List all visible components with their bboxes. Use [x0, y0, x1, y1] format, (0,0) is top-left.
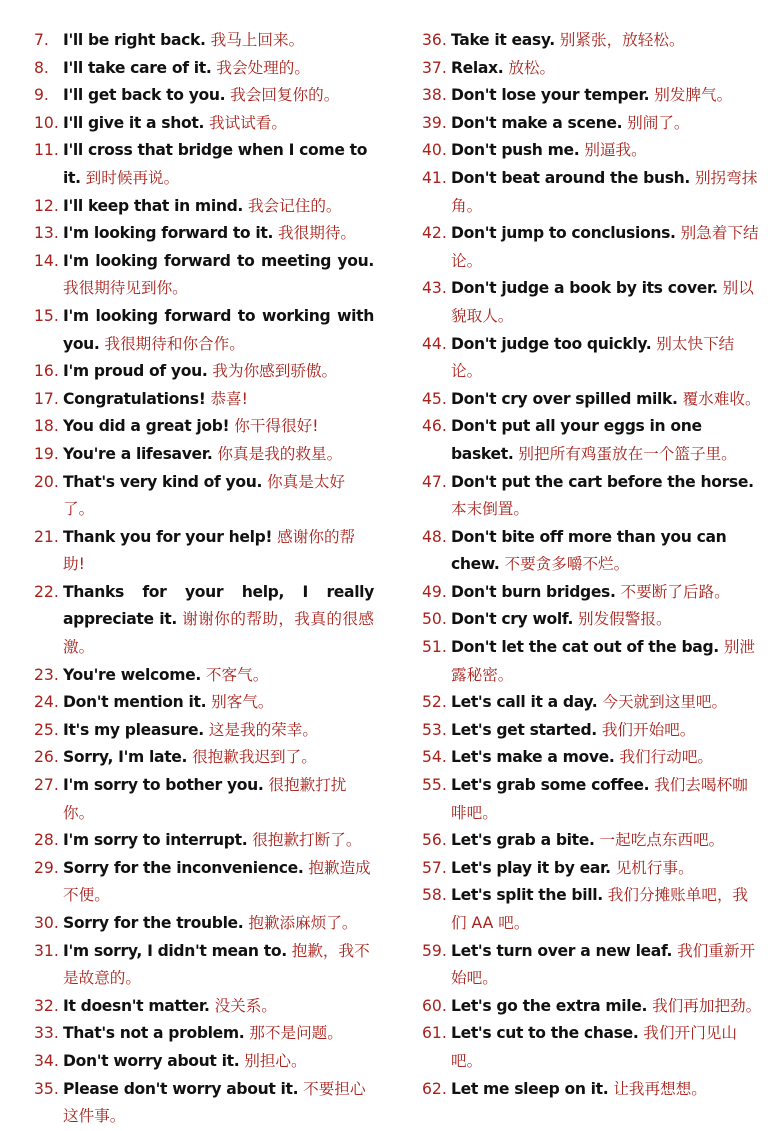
phrase-text — [63, 303, 374, 358]
phrase-item — [34, 82, 374, 110]
phrase-number: 22. — [34, 582, 59, 601]
english-phrase: Don't put all your eggs in one basket. — [451, 417, 702, 463]
english-phrase: I'm looking forward to working with you. — [63, 306, 374, 353]
right-column — [422, 27, 762, 1103]
phrase-number: 60. — [422, 996, 447, 1015]
phrase-item — [422, 137, 762, 165]
phrase-text — [451, 938, 762, 993]
phrase-item — [422, 1020, 762, 1075]
chinese-translation: 别急着下结论。 — [451, 224, 759, 270]
phrase-number: 8. — [34, 58, 49, 77]
phrase-item — [422, 744, 762, 772]
phrase-text — [451, 579, 762, 607]
phrase-text — [451, 137, 762, 165]
phrase-text — [63, 386, 374, 414]
chinese-translation: 别发假警报。 — [577, 610, 672, 629]
phrase-number: 18. — [34, 417, 59, 436]
chinese-translation: 我会处理的。 — [216, 58, 310, 77]
phrase-number: 46. — [422, 417, 447, 436]
phrase-text — [63, 248, 374, 303]
phrase-text — [451, 82, 762, 110]
phrase-text — [63, 689, 374, 717]
phrase-item — [34, 248, 374, 303]
phrase-item — [34, 855, 374, 910]
phrase-item — [422, 1076, 762, 1104]
english-phrase: I'm sorry to bother you. — [63, 776, 264, 795]
phrase-number: 26. — [34, 748, 59, 767]
phrase-item — [422, 717, 762, 745]
chinese-translation: 我们开门见山吧。 — [451, 1024, 737, 1070]
english-phrase: Congratulations! — [63, 389, 206, 408]
phrase-number: 62. — [422, 1079, 447, 1098]
phrase-text — [451, 1020, 762, 1075]
phrase-item — [422, 469, 762, 524]
english-phrase: Don't judge a book by its cover. — [451, 279, 718, 298]
phrase-text — [451, 827, 762, 855]
phrase-text — [451, 524, 762, 579]
phrase-item — [422, 938, 762, 993]
phrase-text — [63, 469, 374, 524]
chinese-translation: 没关系。 — [214, 996, 277, 1015]
phrase-item — [34, 524, 374, 579]
english-phrase: I'm looking forward to it. — [63, 224, 274, 243]
phrase-number: 53. — [422, 720, 447, 739]
phrase-item — [422, 220, 762, 275]
chinese-translation: 很抱歉我迟到了。 — [192, 748, 317, 767]
chinese-translation: 不客气。 — [205, 665, 269, 684]
phrase-item — [422, 413, 762, 468]
phrase-number: 41. — [422, 168, 447, 187]
english-phrase: Don't let the cat out of the bag. — [451, 638, 719, 657]
english-phrase: Don't worry about it. — [63, 1051, 240, 1070]
phrase-number: 35. — [34, 1079, 59, 1098]
phrase-number: 54. — [422, 748, 447, 767]
phrase-text — [63, 524, 374, 579]
phrase-text — [63, 82, 374, 110]
phrase-number: 44. — [422, 334, 447, 353]
phrase-number: 43. — [422, 279, 447, 298]
phrase-text — [63, 938, 374, 993]
phrase-item — [34, 993, 374, 1021]
english-phrase: Let's play it by ear. — [451, 858, 611, 877]
phrase-number: 33. — [34, 1024, 59, 1043]
chinese-translation: 很抱歉打扰你。 — [63, 776, 347, 822]
phrase-item — [34, 386, 374, 414]
chinese-translation: 别发脾气。 — [654, 86, 733, 105]
chinese-translation: 恭喜! — [210, 389, 248, 408]
chinese-translation: 我们重新开始吧。 — [451, 941, 756, 988]
phrase-number: 42. — [422, 224, 447, 243]
english-phrase: Thank you for your help! — [63, 527, 273, 546]
phrase-number: 34. — [34, 1051, 59, 1070]
phrase-item — [422, 165, 762, 220]
chinese-translation: 别担心。 — [244, 1051, 307, 1070]
phrase-text — [63, 441, 374, 469]
english-phrase: Relax. — [451, 58, 504, 77]
english-phrase: I'm proud of you. — [63, 362, 208, 381]
phrase-text — [63, 717, 374, 745]
english-phrase: It's my pleasure. — [63, 720, 204, 739]
english-phrase: I'll keep that in mind. — [63, 196, 243, 215]
phrase-number: 13. — [34, 224, 59, 243]
chinese-translation: 见机行事。 — [615, 858, 694, 877]
chinese-translation: 我马上回来。 — [210, 31, 305, 49]
english-phrase: Don't lose your temper. — [451, 86, 650, 105]
phrase-item — [422, 386, 762, 414]
phrase-text — [451, 855, 762, 883]
phrase-number: 48. — [422, 527, 447, 546]
english-phrase: Thanks for your help, I really appreciate it. — [63, 582, 374, 629]
phrase-item — [422, 993, 762, 1021]
phrase-item — [34, 413, 374, 441]
phrase-item — [422, 55, 762, 83]
phrase-text — [451, 220, 762, 275]
chinese-translation: 不要贪多嚼不烂。 — [504, 555, 630, 574]
phrase-number: 47. — [422, 472, 447, 491]
phrase-item — [34, 579, 374, 662]
chinese-translation: 别泄露秘密。 — [451, 638, 756, 684]
english-phrase: Let me sleep on it. — [451, 1079, 609, 1098]
phrase-item — [34, 1076, 374, 1131]
phrase-text — [63, 193, 374, 221]
chinese-translation: 别客气。 — [211, 693, 274, 712]
english-phrase: Let's go the extra mile. — [451, 996, 648, 1015]
phrase-item — [422, 634, 762, 689]
english-phrase: Let's call it a day. — [451, 693, 598, 712]
phrase-item — [34, 193, 374, 221]
english-phrase: Sorry, I'm late. — [63, 748, 188, 767]
phrase-item — [34, 220, 374, 248]
phrase-text — [451, 1076, 762, 1104]
english-phrase: Don't cry wolf. — [451, 610, 574, 629]
english-phrase: Don't bite off more than you can chew. — [451, 527, 727, 574]
phrase-text — [451, 689, 762, 717]
chinese-translation: 一起吃点东西吧。 — [599, 831, 725, 850]
phrase-item — [422, 827, 762, 855]
english-phrase: Let's grab some coffee. — [451, 776, 650, 795]
phrase-item — [34, 303, 374, 358]
phrase-item — [422, 275, 762, 330]
phrase-text — [451, 275, 762, 330]
english-phrase: I'll get back to you. — [63, 86, 226, 105]
phrase-number: 40. — [422, 141, 447, 160]
phrase-number: 36. — [422, 31, 447, 49]
chinese-translation: 覆水难收。 — [682, 389, 761, 408]
phrase-item — [422, 27, 762, 55]
english-phrase: Take it easy. — [451, 31, 555, 49]
phrase-text — [451, 55, 762, 83]
phrase-number: 30. — [34, 914, 59, 932]
phrase-number: 59. — [422, 941, 447, 960]
chinese-translation: 别逼我。 — [584, 141, 647, 160]
chinese-translation: 别太快下结论。 — [451, 334, 735, 381]
english-phrase: It doesn't matter. — [63, 996, 210, 1015]
phrase-item — [34, 827, 374, 855]
chinese-translation: 感谢你的帮助! — [63, 527, 356, 574]
phrase-number: 10. — [34, 113, 59, 132]
phrase-item — [34, 717, 374, 745]
phrase-item — [34, 772, 374, 827]
phrase-text — [451, 469, 762, 524]
phrase-text — [63, 413, 374, 441]
phrase-number: 14. — [34, 251, 59, 270]
phrase-text — [451, 165, 762, 220]
phrase-text — [451, 772, 762, 827]
english-phrase: Don't judge too quickly. — [451, 334, 652, 353]
phrase-text — [451, 634, 762, 689]
english-phrase: Don't put the cart before the horse. — [451, 472, 754, 491]
phrase-text — [63, 744, 374, 772]
english-phrase: You did a great job! — [63, 417, 230, 436]
chinese-translation: 这是我的荣幸。 — [208, 720, 318, 739]
chinese-translation: 本末倒置。 — [451, 500, 529, 519]
phrase-text — [63, 137, 374, 192]
english-phrase: You're welcome. — [63, 665, 201, 684]
phrase-number: 56. — [422, 831, 447, 850]
english-phrase: I'll be right back. — [63, 31, 206, 49]
phrase-item — [34, 1020, 374, 1048]
phrase-number: 32. — [34, 996, 59, 1015]
phrase-item — [422, 882, 762, 937]
phrase-text — [63, 220, 374, 248]
chinese-translation: 我很期待和你合作。 — [104, 334, 245, 353]
phrase-text — [63, 910, 374, 938]
phrase-text — [63, 55, 374, 83]
phrase-text — [451, 331, 762, 386]
phrase-item — [34, 55, 374, 83]
phrase-item — [34, 938, 374, 993]
chinese-translation: 我很期待。 — [278, 224, 357, 243]
chinese-translation: 别把所有鸡蛋放在一个篮子里。 — [518, 444, 737, 463]
phrase-text — [63, 27, 374, 55]
phrase-text — [451, 717, 762, 745]
phrase-number: 57. — [422, 858, 447, 877]
phrase-text — [63, 1076, 374, 1131]
phrase-item — [34, 137, 374, 192]
english-phrase: I'll cross that bridge when I come to it. — [63, 141, 368, 187]
phrase-number: 61. — [422, 1024, 447, 1043]
chinese-translation: 我们再加把劲。 — [652, 996, 762, 1015]
chinese-translation: 谢谢你的帮助，我真的很感激。 — [63, 610, 374, 657]
phrase-item — [34, 744, 374, 772]
phrase-number: 27. — [34, 776, 59, 795]
chinese-translation: 别闹了。 — [627, 113, 690, 132]
phrase-item — [422, 524, 762, 579]
chinese-translation: 抱歉造成不便。 — [63, 858, 371, 905]
phrase-text — [451, 110, 762, 138]
phrase-text — [63, 993, 374, 1021]
english-phrase: You're a lifesaver. — [63, 444, 213, 463]
phrase-number: 39. — [422, 113, 447, 132]
phrase-number: 25. — [34, 720, 59, 739]
phrase-item — [422, 855, 762, 883]
chinese-translation: 别拐弯抹角。 — [451, 168, 758, 215]
phrase-text — [451, 744, 762, 772]
chinese-translation: 我们去喝杯咖啡吧。 — [451, 776, 748, 822]
phrase-item — [422, 579, 762, 607]
english-phrase: Let's split the bill. — [451, 886, 603, 905]
phrase-number: 20. — [34, 472, 59, 491]
chinese-translation: 你真是我的救星。 — [217, 444, 343, 463]
phrase-number: 31. — [34, 941, 59, 960]
phrase-number: 51. — [422, 638, 447, 657]
phrase-number: 55. — [422, 776, 447, 795]
phrase-text — [451, 386, 762, 414]
phrase-number: 37. — [422, 58, 447, 77]
english-phrase: Let's get started. — [451, 720, 597, 739]
chinese-translation: 别以貌取人。 — [451, 279, 754, 325]
chinese-translation: 我们分摊账单吧，我们 AA 吧。 — [451, 886, 749, 932]
english-phrase: That's not a problem. — [63, 1024, 245, 1043]
english-phrase: Don't mention it. — [63, 693, 207, 712]
chinese-translation: 到时候再说。 — [85, 168, 180, 187]
english-phrase: Don't cry over spilled milk. — [451, 389, 678, 408]
phrase-item — [422, 82, 762, 110]
phrase-number: 12. — [34, 196, 59, 215]
phrase-text — [63, 662, 374, 690]
chinese-translation: 我们行动吧。 — [619, 748, 714, 767]
phrase-item — [422, 689, 762, 717]
phrase-text — [63, 358, 374, 386]
phrase-text — [451, 413, 762, 468]
phrase-text — [63, 579, 374, 662]
phrase-text — [63, 1020, 374, 1048]
phrase-text — [63, 1048, 374, 1076]
english-phrase: Sorry for the trouble. — [63, 914, 244, 932]
phrase-text — [63, 827, 374, 855]
chinese-translation: 我试试看。 — [209, 113, 287, 132]
english-phrase: I'll take care of it. — [63, 58, 212, 77]
phrase-item — [34, 110, 374, 138]
english-phrase: Let's make a move. — [451, 748, 615, 767]
phrase-item — [34, 689, 374, 717]
english-phrase: Don't beat around the bush. — [451, 168, 690, 187]
phrase-text — [451, 27, 762, 55]
phrase-number: 45. — [422, 389, 447, 408]
phrase-text — [63, 855, 374, 910]
phrase-text — [451, 606, 762, 634]
english-phrase: Please don't worry about it. — [63, 1079, 299, 1098]
phrase-text — [451, 993, 762, 1021]
left-column — [34, 27, 374, 1131]
chinese-translation: 抱歉，我不是故意的。 — [63, 941, 370, 988]
english-phrase: Let's cut to the chase. — [451, 1024, 639, 1043]
chinese-translation: 放松。 — [508, 58, 556, 77]
english-phrase: Don't push me. — [451, 141, 580, 160]
phrase-text — [451, 882, 762, 937]
phrase-number: 15. — [34, 306, 59, 325]
chinese-translation: 今天就到这里吧。 — [602, 693, 728, 712]
chinese-translation: 我为你感到骄傲。 — [212, 362, 338, 381]
phrase-number: 50. — [422, 610, 447, 629]
phrase-number: 28. — [34, 831, 59, 850]
phrase-number: 16. — [34, 362, 59, 381]
chinese-translation: 我会回复你的。 — [230, 86, 340, 105]
english-phrase: Sorry for the inconvenience. — [63, 858, 304, 877]
phrase-number: 7. — [34, 31, 49, 49]
phrase-text — [63, 772, 374, 827]
phrase-item — [34, 469, 374, 524]
phrase-number: 52. — [422, 693, 447, 712]
phrase-number: 24. — [34, 693, 59, 712]
chinese-translation: 那不是问题。 — [249, 1024, 343, 1043]
english-phrase: Don't jump to conclusions. — [451, 224, 676, 243]
phrase-item — [34, 27, 374, 55]
english-phrase: I'm sorry, I didn't mean to. — [63, 941, 287, 960]
english-phrase: I'm sorry to interrupt. — [63, 831, 248, 850]
chinese-translation: 我们开始吧。 — [601, 720, 696, 739]
phrase-item — [34, 358, 374, 386]
phrase-item — [34, 910, 374, 938]
phrase-item — [422, 110, 762, 138]
chinese-translation: 我很期待见到你。 — [63, 279, 188, 298]
chinese-translation: 不要断了后路。 — [620, 582, 730, 601]
english-phrase: Don't make a scene. — [451, 113, 623, 132]
phrase-item — [422, 772, 762, 827]
phrase-number: 29. — [34, 858, 59, 877]
chinese-translation: 你真是太好了。 — [63, 472, 346, 519]
chinese-translation: 很抱歉打断了。 — [252, 831, 362, 850]
chinese-translation: 我会记住的。 — [247, 196, 342, 215]
phrase-number: 38. — [422, 86, 447, 105]
phrase-number: 21. — [34, 527, 59, 546]
english-phrase: That's very kind of you. — [63, 472, 263, 491]
chinese-translation: 不要担心这件事。 — [63, 1079, 366, 1126]
phrase-item — [34, 662, 374, 690]
english-phrase: Let's turn over a new leaf. — [451, 941, 673, 960]
phrase-text — [63, 110, 374, 138]
english-phrase: I'll give it a shot. — [63, 113, 205, 132]
phrase-number: 19. — [34, 444, 59, 463]
chinese-translation: 你干得很好! — [234, 417, 319, 436]
phrase-item — [422, 606, 762, 634]
phrase-number: 49. — [422, 582, 447, 601]
english-phrase: Let's grab a bite. — [451, 831, 595, 850]
phrase-item — [34, 441, 374, 469]
chinese-translation: 抱歉添麻烦了。 — [248, 914, 358, 932]
chinese-translation: 让我再想想。 — [613, 1079, 707, 1098]
phrase-number: 9. — [34, 86, 49, 105]
phrase-number: 23. — [34, 665, 59, 684]
phrase-number: 58. — [422, 886, 447, 905]
phrase-number: 17. — [34, 389, 59, 408]
chinese-translation: 别紧张，放轻松。 — [559, 31, 685, 49]
phrase-item — [34, 1048, 374, 1076]
phrase-item — [422, 331, 762, 386]
phrase-number: 11. — [34, 141, 59, 160]
english-phrase: I'm looking forward to meeting you. — [63, 251, 374, 270]
english-phrase: Don't burn bridges. — [451, 582, 616, 601]
